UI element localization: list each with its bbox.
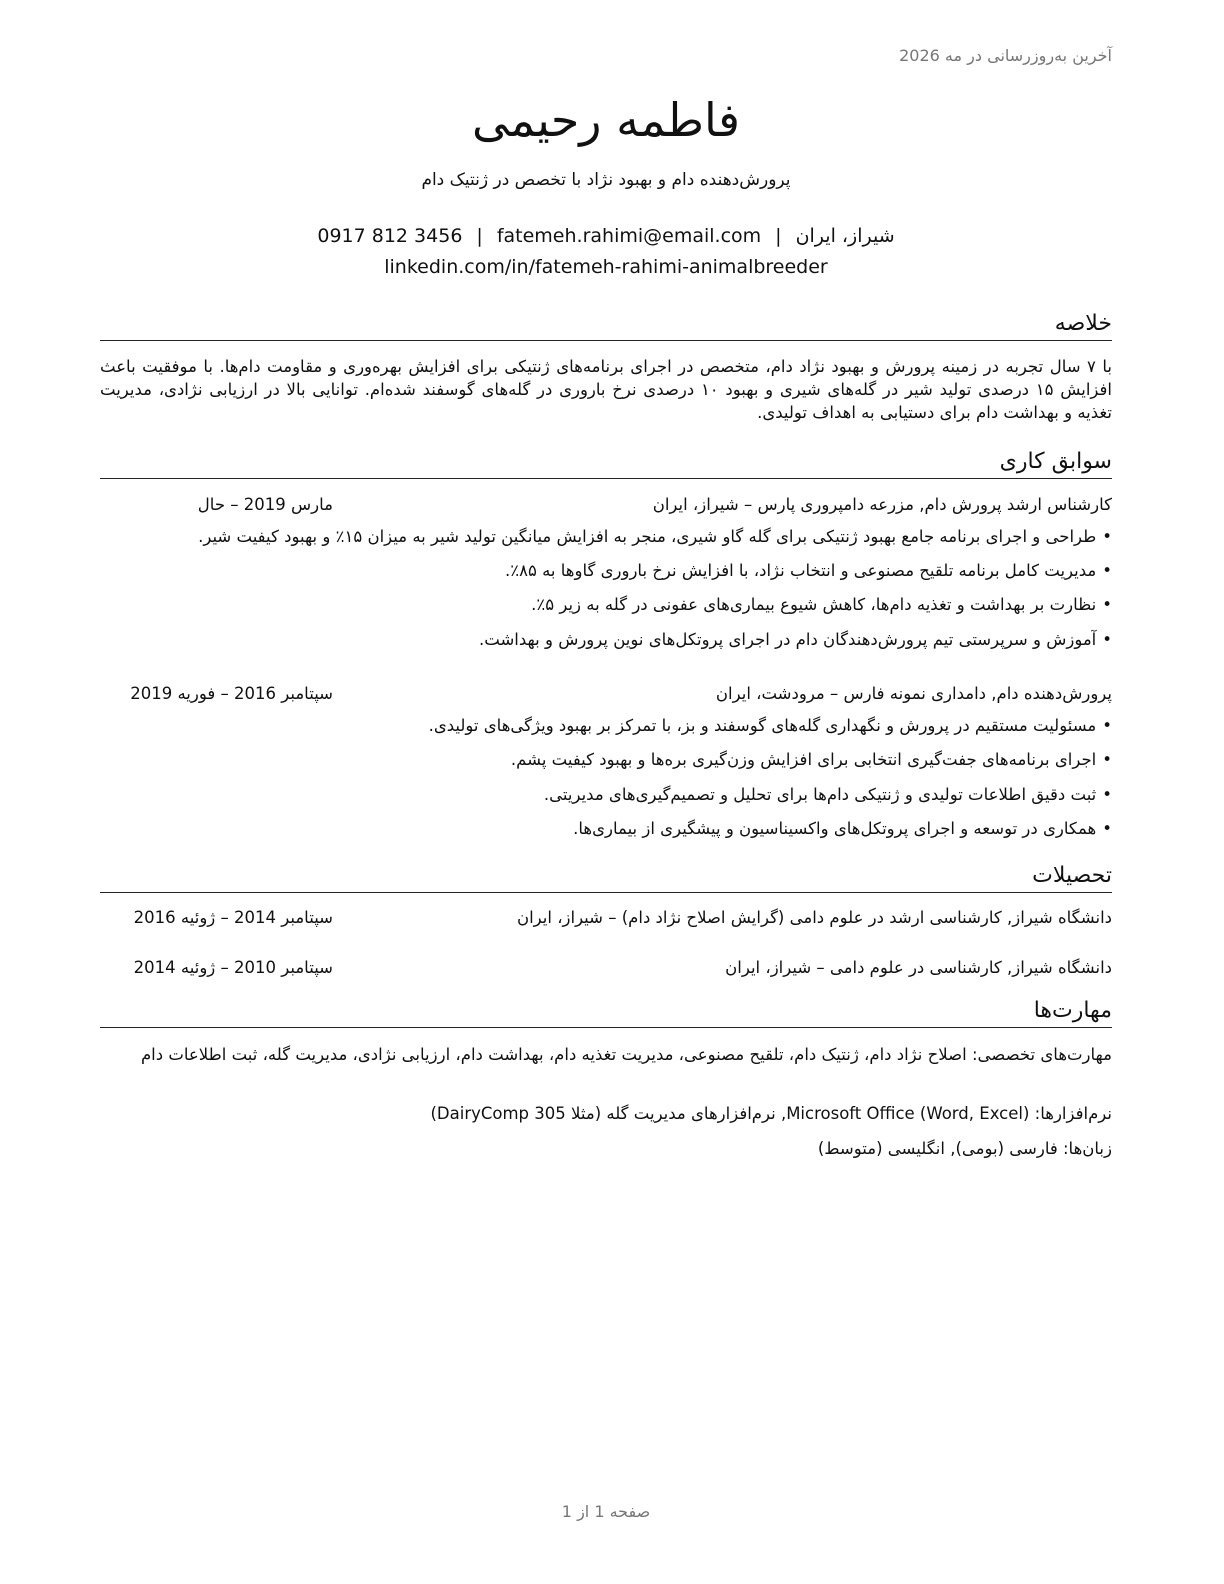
separator: | (775, 225, 782, 247)
linkedin-link[interactable]: linkedin.com/in/fatemeh-rahimi-animalbreeder (384, 256, 828, 278)
resume-page (100, 0, 1112, 1584)
job-title: پرورش‌دهنده دام, دامداری نمونه فارس – مرودشت، ایران (715, 684, 1112, 703)
phone-number: 0917 812 3456 (317, 225, 463, 247)
summary-text: با ۷ سال تجربه در زمینه پرورش و بهبود نژاد دام، متخصص در اجرای برنامه‌های ژنتیکی برای افزایش بهره‌وری و مقاومت دام‌ها. با موفقیت باعث افزایش ۱۵ درصدی تولید شیر در گله‌های شیری و بهبود ۱۰ درصدی نرخ باروری در گله‌های گوسفند شده‌ام. توانایی بالا در ارزیابی نژادی، مدیریت تغذیه و بهداشت دام برای دستیابی به اهداف تولیدی. (100, 357, 1112, 422)
experience-heading: سوابق کاری (100, 448, 1112, 479)
job-bullet: •ثبت دقیق اطلاعات تولیدی و ژنتیکی دام‌ها برای تحلیل و تصمیم‌گیری‌های مدیریتی. (543, 785, 1112, 804)
education-dates: سپتامبر 2010 – ژوئیه 2014 (133, 958, 333, 977)
contact-line (100, 222, 1112, 250)
job-bullet: •آموزش و سرپرستی تیم پرورش‌دهندگان دام در اجرای پروتکل‌های نوین پرورش و بهداشت. (479, 630, 1112, 649)
job-header (100, 493, 1112, 517)
page-number: صفحه 1 از 1 (561, 1502, 651, 1521)
job-bullet: •طراحی و اجرای برنامه جامع بهبود ژنتیکی برای گله گاو شیری، منجر به افزایش میانگین تولید شیر به میزان ۱۵٪ و بهبود کیفیت شیر. (198, 527, 1112, 546)
skills-software: نرم‌افزارها: Microsoft Office (Word, Excel), نرم‌افزارهای مدیریت گله (مثلا DairyComp 305) (430, 1104, 1112, 1123)
job-bullet: •همکاری در توسعه و اجرای پروتکل‌های واکسیناسیون و پیشگیری از بیماری‌ها. (573, 819, 1112, 838)
job-dates: مارس 2019 – حال (197, 495, 333, 514)
job-dates: سپتامبر 2016 – فوریه 2019 (130, 684, 333, 703)
bullet-marker: • (1102, 819, 1112, 838)
bullet-marker: • (1102, 750, 1112, 769)
bullet-marker: • (1102, 716, 1112, 735)
last-updated: آخرین به‌روزرسانی در مه 2026 (899, 46, 1112, 65)
education-item (100, 906, 1112, 930)
job-title: کارشناس ارشد پرورش دام, مزرعه دامپروری پارس – شیراز، ایران (652, 495, 1112, 514)
email-link[interactable]: fatemeh.rahimi@email.com (496, 225, 762, 247)
summary-heading: خلاصه (100, 310, 1112, 341)
separator: | (476, 225, 483, 247)
degree: دانشگاه شیراز, کارشناسی در علوم دامی – شیراز، ایران (725, 958, 1112, 977)
job-bullet: •نظارت بر بهداشت و تغذیه دام‌ها، کاهش شیوع بیماری‌های عفونی در گله به زیر ۵٪. (531, 595, 1112, 614)
job-bullet: •مدیریت کامل برنامه تلقیح مصنوعی و انتخاب نژاد، با افزایش نرخ باروری گاوها به ۸۵٪. (505, 561, 1112, 580)
tagline: پرورش‌دهنده دام و بهبود نژاد با تخصص در ژنتیک دام (421, 170, 791, 190)
bullet-marker: • (1102, 561, 1112, 580)
location: شیراز، ایران (795, 225, 895, 247)
education-item (100, 956, 1112, 980)
skills-languages: زبان‌ها: فارسی (بومی), انگلیسی (متوسط) (817, 1139, 1112, 1158)
bullet-marker: • (1102, 595, 1112, 614)
education-heading: تحصیلات (100, 862, 1112, 893)
bullet-marker: • (1102, 630, 1112, 649)
skills-heading: مهارت‌ها (100, 997, 1112, 1028)
degree: دانشگاه شیراز, کارشناسی ارشد در علوم دامی (گرایش اصلاح نژاد دام) – شیراز، ایران (516, 908, 1112, 927)
job-bullet: •اجرای برنامه‌های جفت‌گیری انتخابی برای افزایش وزن‌گیری بره‌ها و بهبود کیفیت پشم. (510, 750, 1112, 769)
bullet-marker: • (1102, 527, 1112, 546)
education-dates: سپتامبر 2014 – ژوئیه 2016 (133, 908, 333, 927)
bullet-marker: • (1102, 785, 1112, 804)
skills-specialized: مهارت‌های تخصصی: اصلاح نژاد دام، ژنتیک دام، تلقیح مصنوعی، مدیریت تغذیه دام، بهداشت دام، ارزیابی نژادی، مدیریت گله، ثبت اطلاعات دام (140, 1045, 1112, 1064)
job-header (100, 682, 1112, 706)
candidate-name: فاطمه رحیمی (472, 93, 740, 147)
job-bullet: •مسئولیت مستقیم در پرورش و نگهداری گله‌های گوسفند و بز، با تمرکز بر بهبود ویژگی‌های تولیدی. (428, 716, 1112, 735)
